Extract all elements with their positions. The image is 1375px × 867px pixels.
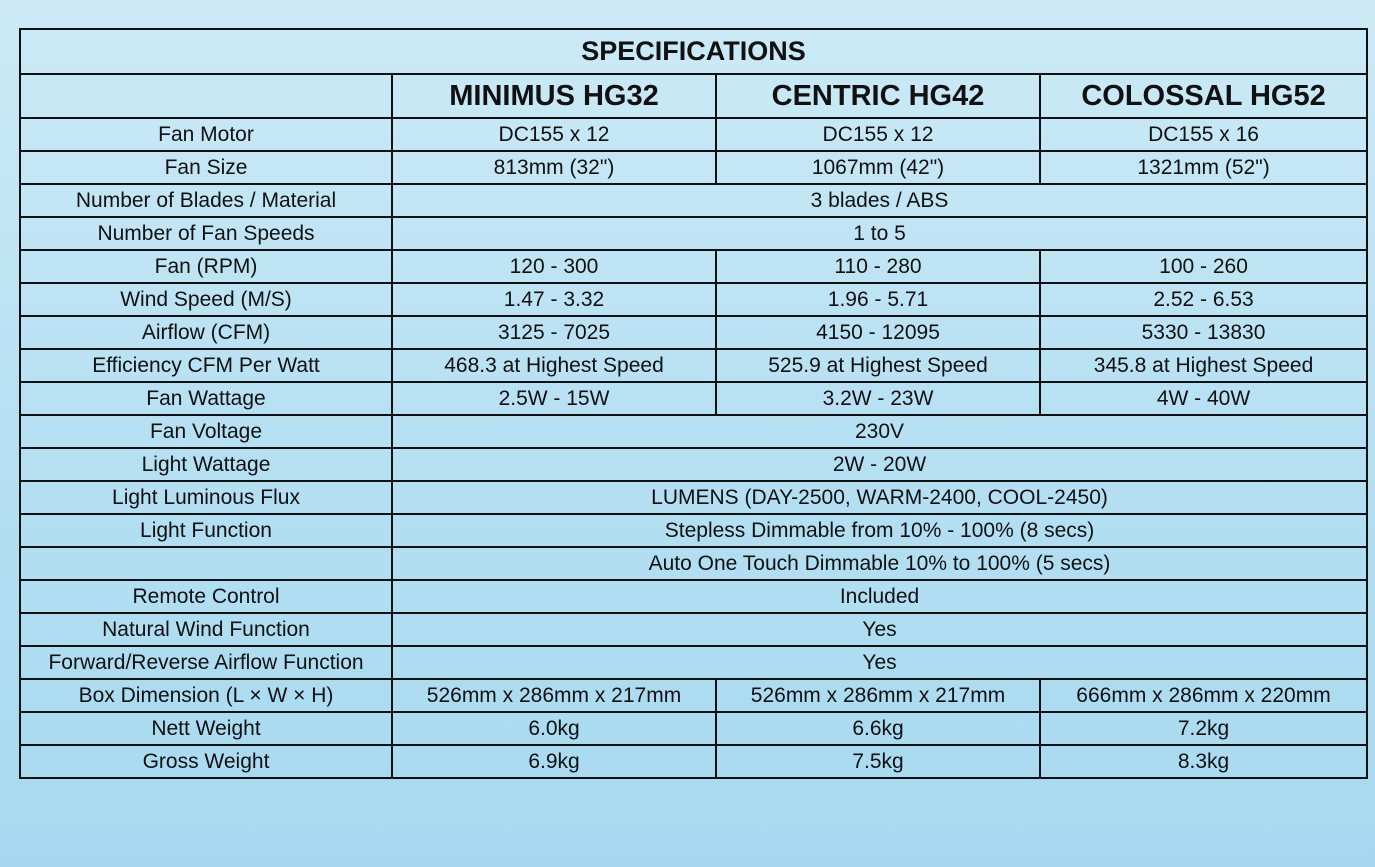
spec-value-all-models: Included xyxy=(392,580,1367,613)
spec-value-colossal: 5330 - 13830 xyxy=(1040,316,1367,349)
spec-value-colossal: 666mm x 286mm x 220mm xyxy=(1040,679,1367,712)
spec-value-colossal: 100 - 260 xyxy=(1040,250,1367,283)
spec-value-all-models: 1 to 5 xyxy=(392,217,1367,250)
specifications-table xyxy=(19,28,1368,779)
spec-value-centric: 6.6kg xyxy=(716,712,1040,745)
spec-value-minimus: 6.0kg xyxy=(392,712,716,745)
spec-value-colossal: 345.8 at Highest Speed xyxy=(1040,349,1367,382)
spec-value-colossal: DC155 x 16 xyxy=(1040,118,1367,151)
spec-row xyxy=(20,613,1367,646)
spec-value-centric: 4150 - 12095 xyxy=(716,316,1040,349)
spec-row xyxy=(20,316,1367,349)
spec-value-all-models: Yes xyxy=(392,613,1367,646)
spec-value-centric: 1067mm (42") xyxy=(716,151,1040,184)
spec-value-minimus: DC155 x 12 xyxy=(392,118,716,151)
spec-label: Forward/Reverse Airflow Function xyxy=(20,646,392,679)
model-header-row xyxy=(20,74,1367,118)
spec-label xyxy=(20,547,392,580)
spec-row xyxy=(20,415,1367,448)
spec-label: Gross Weight xyxy=(20,745,392,778)
spec-label: Light Luminous Flux xyxy=(20,481,392,514)
spec-label: Nett Weight xyxy=(20,712,392,745)
spec-row xyxy=(20,712,1367,745)
spec-value-all-models: 230V xyxy=(392,415,1367,448)
spec-label: Airflow (CFM) xyxy=(20,316,392,349)
spec-row xyxy=(20,349,1367,382)
spec-row xyxy=(20,184,1367,217)
spec-row xyxy=(20,745,1367,778)
spec-value-centric: 1.96 - 5.71 xyxy=(716,283,1040,316)
spec-label: Fan Voltage xyxy=(20,415,392,448)
spec-label: Efficiency CFM Per Watt xyxy=(20,349,392,382)
spec-row xyxy=(20,118,1367,151)
spec-row xyxy=(20,283,1367,316)
spec-row xyxy=(20,514,1367,547)
spec-value-minimus: 1.47 - 3.32 xyxy=(392,283,716,316)
spec-label: Fan (RPM) xyxy=(20,250,392,283)
spec-label: Box Dimension (L × W × H) xyxy=(20,679,392,712)
spec-value-centric: DC155 x 12 xyxy=(716,118,1040,151)
spec-value-minimus: 6.9kg xyxy=(392,745,716,778)
spec-row xyxy=(20,382,1367,415)
spec-label: Wind Speed (M/S) xyxy=(20,283,392,316)
spec-label: Number of Blades / Material xyxy=(20,184,392,217)
spec-value-centric: 526mm x 286mm x 217mm xyxy=(716,679,1040,712)
model-header-colossal: COLOSSAL HG52 xyxy=(1040,74,1367,118)
spec-row xyxy=(20,448,1367,481)
spec-value-minimus: 813mm (32") xyxy=(392,151,716,184)
spec-value-minimus: 120 - 300 xyxy=(392,250,716,283)
spec-row xyxy=(20,580,1367,613)
spec-value-colossal: 2.52 - 6.53 xyxy=(1040,283,1367,316)
spec-value-minimus: 3125 - 7025 xyxy=(392,316,716,349)
spec-value-centric: 7.5kg xyxy=(716,745,1040,778)
spec-label: Natural Wind Function xyxy=(20,613,392,646)
spec-label: Fan Wattage xyxy=(20,382,392,415)
title-row xyxy=(20,29,1367,74)
table-title: SPECIFICATIONS xyxy=(20,29,1367,74)
spec-value-centric: 525.9 at Highest Speed xyxy=(716,349,1040,382)
spec-value-minimus: 2.5W - 15W xyxy=(392,382,716,415)
header-empty-cell xyxy=(20,74,392,118)
spec-label: Fan Size xyxy=(20,151,392,184)
spec-label: Number of Fan Speeds xyxy=(20,217,392,250)
spec-value-all-models: 3 blades / ABS xyxy=(392,184,1367,217)
spec-row xyxy=(20,679,1367,712)
spec-row xyxy=(20,151,1367,184)
spec-row xyxy=(20,481,1367,514)
spec-value-colossal: 7.2kg xyxy=(1040,712,1367,745)
spec-label: Remote Control xyxy=(20,580,392,613)
spec-row xyxy=(20,547,1367,580)
spec-value-minimus: 526mm x 286mm x 217mm xyxy=(392,679,716,712)
spec-label: Light Function xyxy=(20,514,392,547)
specifications-table-body xyxy=(20,29,1367,778)
spec-value-colossal: 8.3kg xyxy=(1040,745,1367,778)
spec-value-all-models: LUMENS (DAY-2500, WARM-2400, COOL-2450) xyxy=(392,481,1367,514)
model-header-minimus: MINIMUS HG32 xyxy=(392,74,716,118)
spec-value-centric: 3.2W - 23W xyxy=(716,382,1040,415)
spec-value-all-models: 2W - 20W xyxy=(392,448,1367,481)
spec-row xyxy=(20,646,1367,679)
spec-value-all-models: Auto One Touch Dimmable 10% to 100% (5 secs) xyxy=(392,547,1367,580)
model-header-centric: CENTRIC HG42 xyxy=(716,74,1040,118)
spec-value-minimus: 468.3 at Highest Speed xyxy=(392,349,716,382)
spec-value-colossal: 4W - 40W xyxy=(1040,382,1367,415)
spec-value-colossal: 1321mm (52") xyxy=(1040,151,1367,184)
spec-value-all-models: Yes xyxy=(392,646,1367,679)
spec-row xyxy=(20,250,1367,283)
spec-label: Fan Motor xyxy=(20,118,392,151)
spec-label: Light Wattage xyxy=(20,448,392,481)
spec-value-centric: 110 - 280 xyxy=(716,250,1040,283)
spec-value-all-models: Stepless Dimmable from 10% - 100% (8 secs) xyxy=(392,514,1367,547)
spec-row xyxy=(20,217,1367,250)
